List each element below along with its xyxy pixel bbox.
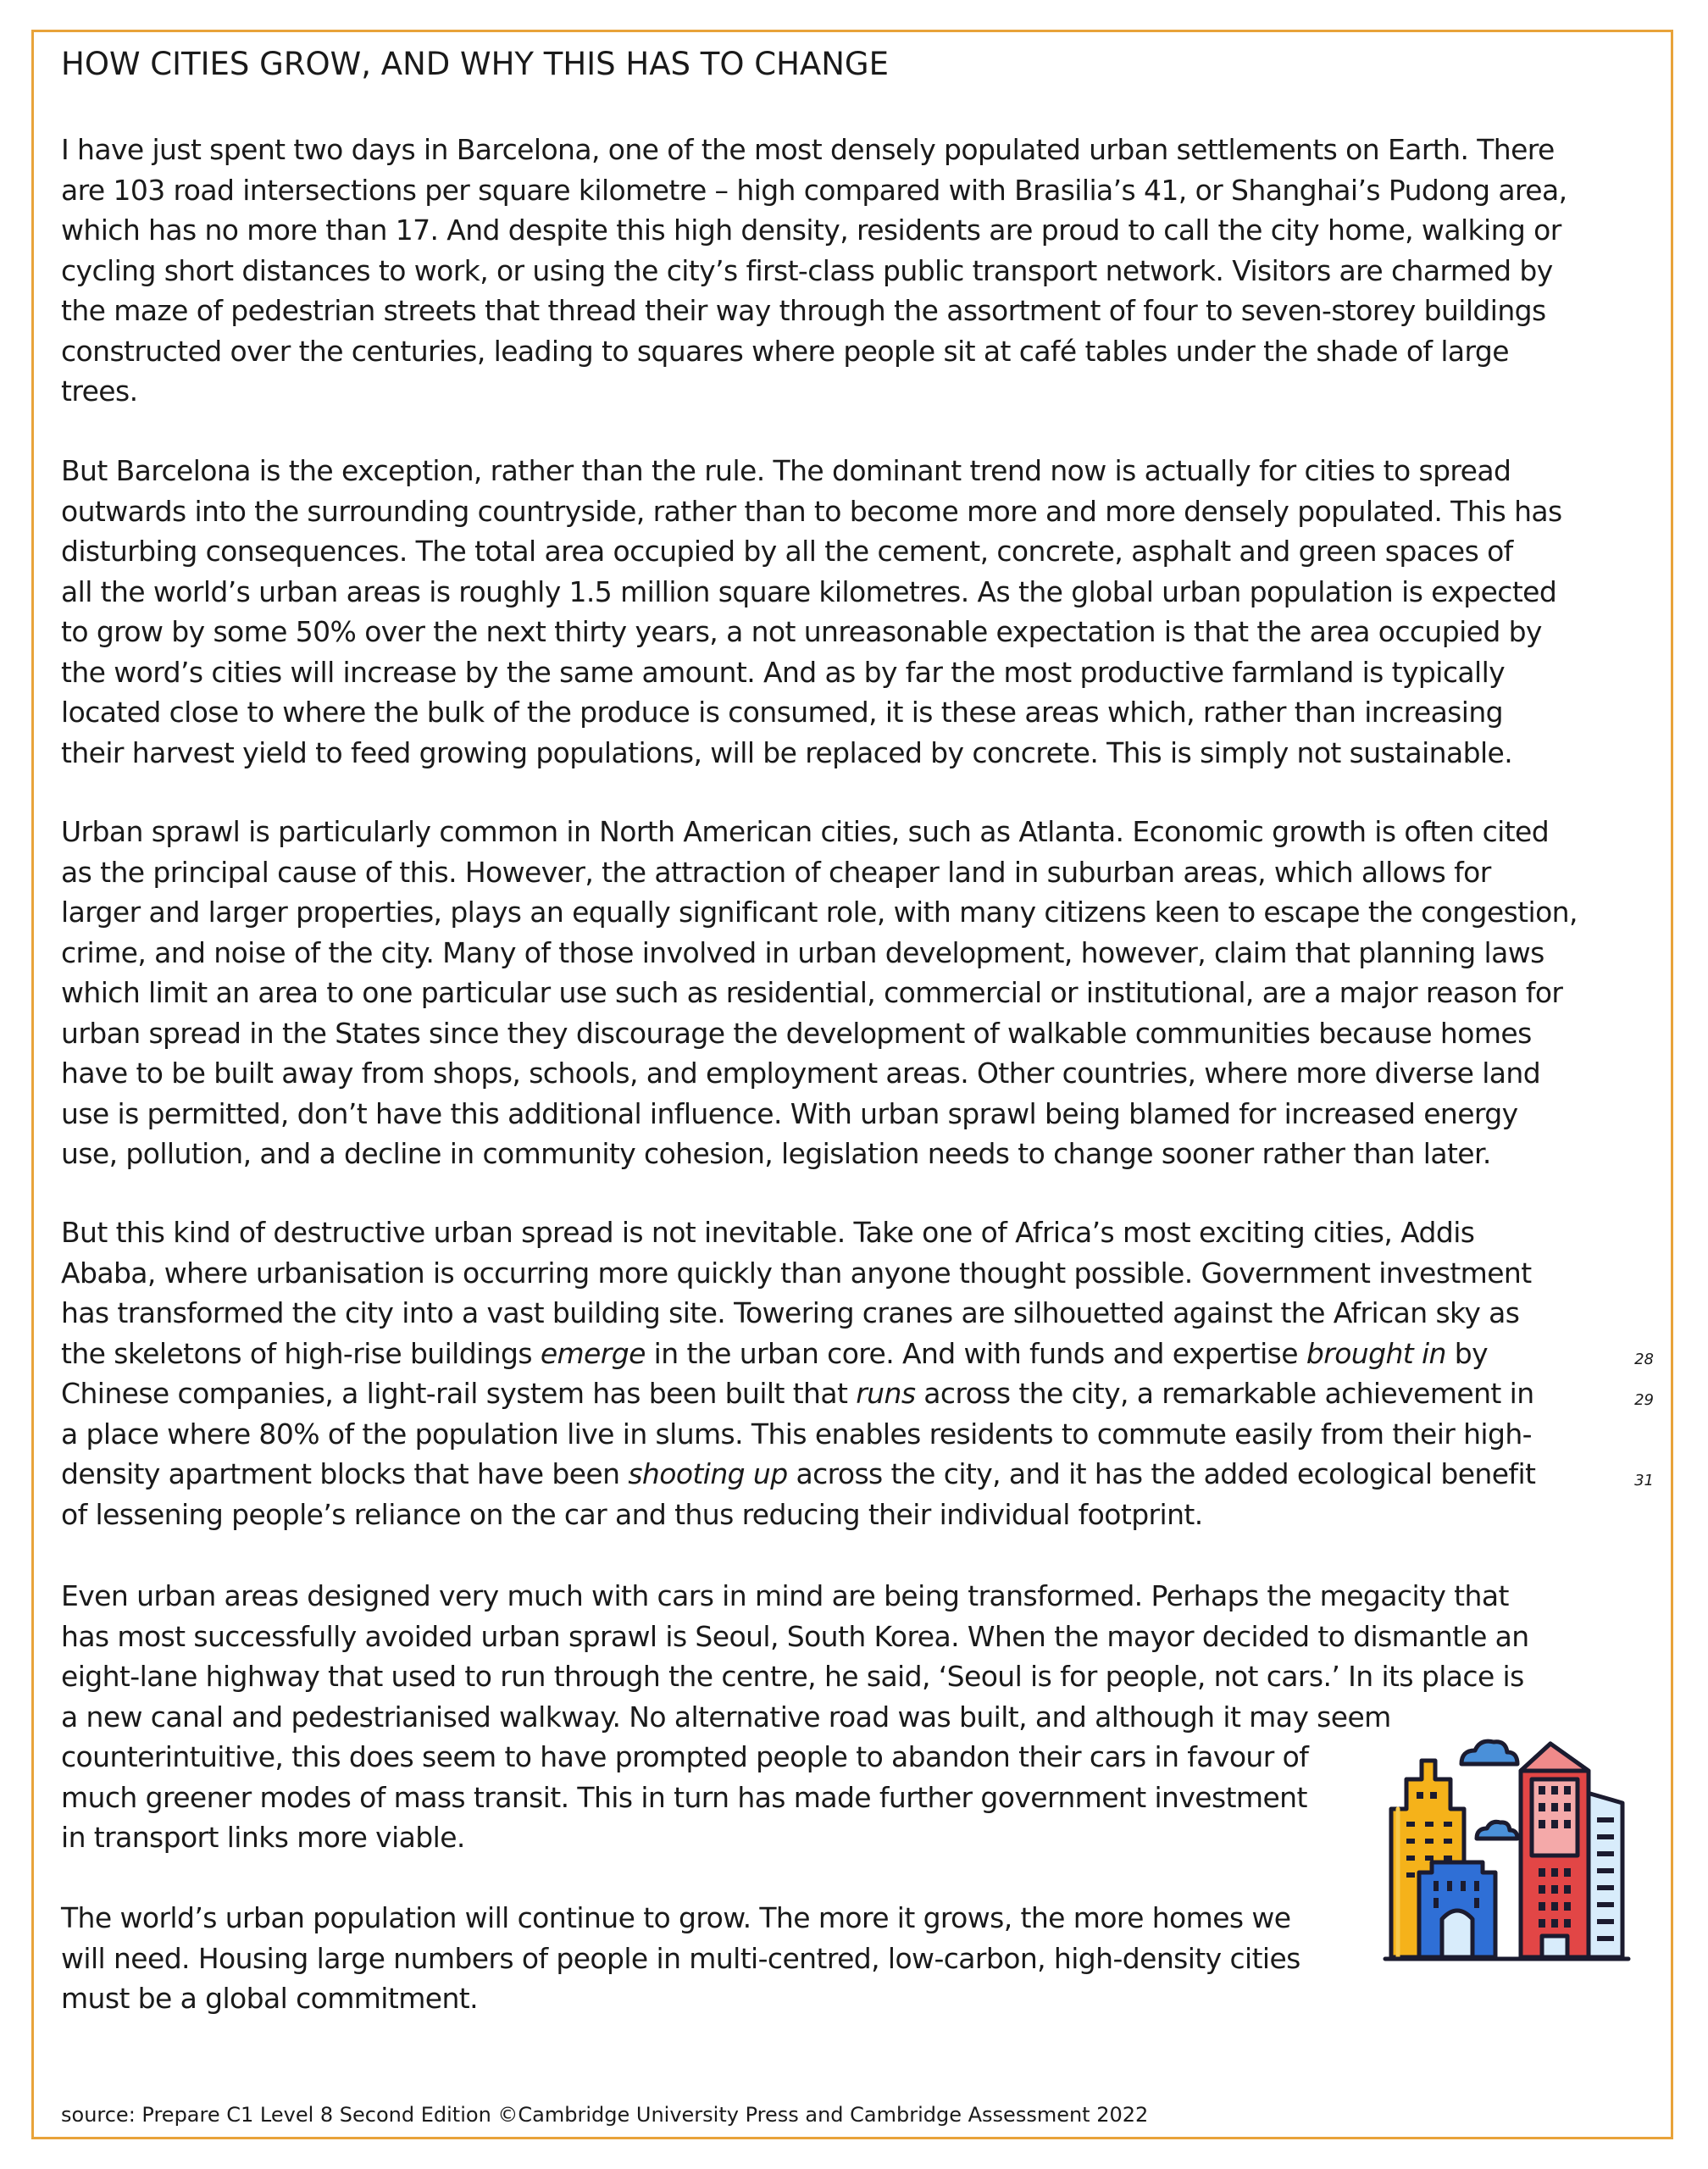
- text-line: located close to where the bulk of the produce is consumed, it is these areas which, rather than increasing: [61, 696, 1504, 729]
- paragraph-5: [61, 1576, 1529, 1858]
- text-segment: by: [1445, 1336, 1489, 1370]
- text-line: which has no more than 17. And despite this high density, residents are proud to call the city home, walking or: [61, 214, 1561, 247]
- text-line: of lessening people’s reliance on the car and thus reducing their individual footprint.: [61, 1497, 1203, 1531]
- paragraph-2: [61, 451, 1562, 773]
- emphasis-word-emerge: emerge: [540, 1336, 646, 1370]
- text-line: But Barcelona is the exception, rather than the rule. The dominant trend now is actually for cities to spread: [61, 454, 1511, 487]
- text-line: [61, 1454, 1535, 1495]
- text-line: Ababa, where urbanisation is occurring more quickly than anyone thought possible. Government investment: [61, 1256, 1532, 1290]
- text-line: I have just spent two days in Barcelona, one of the most densely populated urban settlements on Earth. There: [61, 133, 1555, 166]
- text-line: a place where 80% of the population live in slums. This enables residents to commute easily from their high-: [61, 1417, 1532, 1451]
- paragraph-1: [61, 130, 1567, 412]
- text-line: which limit an area to one particular use such as residential, commercial or institutional, are a major reason for: [61, 976, 1563, 1009]
- text-segment: across the city, and it has the added ecological benefit: [787, 1457, 1536, 1490]
- text-line: use, pollution, and a decline in community cohesion, legislation needs to change sooner rather than later.: [61, 1137, 1491, 1170]
- text-line: has most successfully avoided urban sprawl is Seoul, South Korea. When the mayor decided to dismantle an: [61, 1619, 1529, 1653]
- line-number-28: 28: [1634, 1351, 1654, 1368]
- city-buildings-icon: [1381, 1728, 1635, 1983]
- text-line: disturbing consequences. The total area occupied by all the cement, concrete, asphalt and green spaces of: [61, 535, 1513, 568]
- text-line: a new canal and pedestrianised walkway. No alternative road was built, and although it may seem: [61, 1700, 1391, 1734]
- text-line: counterintuitive, this does seem to have prompted people to abandon their cars in favour of: [61, 1740, 1309, 1773]
- text-line: must be a global commitment.: [61, 1982, 478, 2015]
- text-line: [61, 1373, 1535, 1414]
- text-line: The world’s urban population will continue to grow. The more it grows, the more homes we: [61, 1901, 1291, 1934]
- emphasis-word-brought-in: brought in: [1306, 1336, 1446, 1370]
- text-segment: in the urban core. And with funds and expertise: [645, 1336, 1306, 1370]
- text-line: as the principal cause of this. However, the attraction of cheaper land in suburban areas, which allows for: [61, 855, 1491, 889]
- paragraph-6: [61, 1898, 1300, 2019]
- text-line: the word’s cities will increase by the same amount. And as by far the most productive farmland is typically: [61, 655, 1506, 689]
- text-line: in transport links more viable.: [61, 1821, 465, 1854]
- text-line: Urban sprawl is particularly common in North American cities, such as Atlanta. Economic growth is often cited: [61, 815, 1550, 848]
- paragraph-4: [61, 1212, 1535, 1534]
- line-number-31: 31: [1634, 1472, 1654, 1489]
- text-line: their harvest yield to feed growing populations, will be replaced by concrete. This is simply not sustainable.: [61, 735, 1513, 769]
- text-line: has transformed the city into a vast building site. Towering cranes are silhouetted against the African sky as: [61, 1296, 1520, 1329]
- text-line: cycling short distances to work, or using the city’s first-class public transport network. Visitors are charmed by: [61, 253, 1553, 287]
- source-citation: source: Prepare C1 Level 8 Second Edition ©Cambridge University Press and Cambridge Assessment 2022: [61, 2103, 1149, 2127]
- text-line: But this kind of destructive urban spread is not inevitable. Take one of Africa’s most exciting cities, Addis: [61, 1216, 1475, 1249]
- text-line: are 103 road intersections per square kilometre – high compared with Brasilia’s 41, or Shanghai’s Pudong area,: [61, 173, 1567, 207]
- text-line: larger and larger properties, plays an equally significant role, with many citizens keen to escape the congestion,: [61, 896, 1578, 929]
- line-number-29: 29: [1634, 1391, 1654, 1409]
- text-line: crime, and noise of the city. Many of those involved in urban development, however, claim that planning laws: [61, 935, 1544, 969]
- text-line: constructed over the centuries, leading to squares where people sit at café tables under the shade of large: [61, 334, 1509, 368]
- text-segment: across the city, a remarkable achievement in: [915, 1377, 1534, 1410]
- text-segment: Chinese companies, a light-rail system has been built that: [61, 1377, 857, 1410]
- text-line: much greener modes of mass transit. This in turn has made further government investment: [61, 1780, 1307, 1814]
- text-line: have to be built away from shops, schools, and employment areas. Other countries, where more diverse land: [61, 1057, 1541, 1090]
- text-line: [61, 1334, 1535, 1374]
- article-title: HOW CITIES GROW, AND WHY THIS HAS TO CHANGE: [61, 46, 889, 82]
- text-segment: the skeletons of high-rise buildings: [61, 1336, 541, 1370]
- paragraph-3: [61, 812, 1578, 1174]
- text-line: use is permitted, don’t have this additional influence. With urban sprawl being blamed for increased energy: [61, 1096, 1518, 1130]
- text-segment: density apartment blocks that have been: [61, 1457, 629, 1490]
- text-line: will need. Housing large numbers of people in multi-centred, low-carbon, high-density cities: [61, 1941, 1300, 1975]
- text-line: all the world’s urban areas is roughly 1.5 million square kilometres. As the global urban population is expected: [61, 574, 1557, 608]
- text-line: outwards into the surrounding countryside, rather than to become more and more densely populated. This has: [61, 494, 1562, 528]
- text-line: the maze of pedestrian streets that thread their way through the assortment of four to seven-storey buildings: [61, 294, 1546, 327]
- text-line: Even urban areas designed very much with cars in mind are being transformed. Perhaps the megacity that: [61, 1579, 1509, 1612]
- text-line: eight-lane highway that used to run through the centre, he said, ‘Seoul is for people, not cars.’ In its place is: [61, 1660, 1524, 1693]
- text-line: trees.: [61, 374, 138, 408]
- text-line: urban spread in the States since they discourage the development of walkable communities because homes: [61, 1016, 1532, 1050]
- emphasis-word-runs: runs: [856, 1377, 916, 1410]
- text-line: to grow by some 50% over the next thirty years, a not unreasonable expectation is that the area occupied by: [61, 615, 1542, 648]
- emphasis-word-shooting-up: shooting up: [628, 1457, 788, 1490]
